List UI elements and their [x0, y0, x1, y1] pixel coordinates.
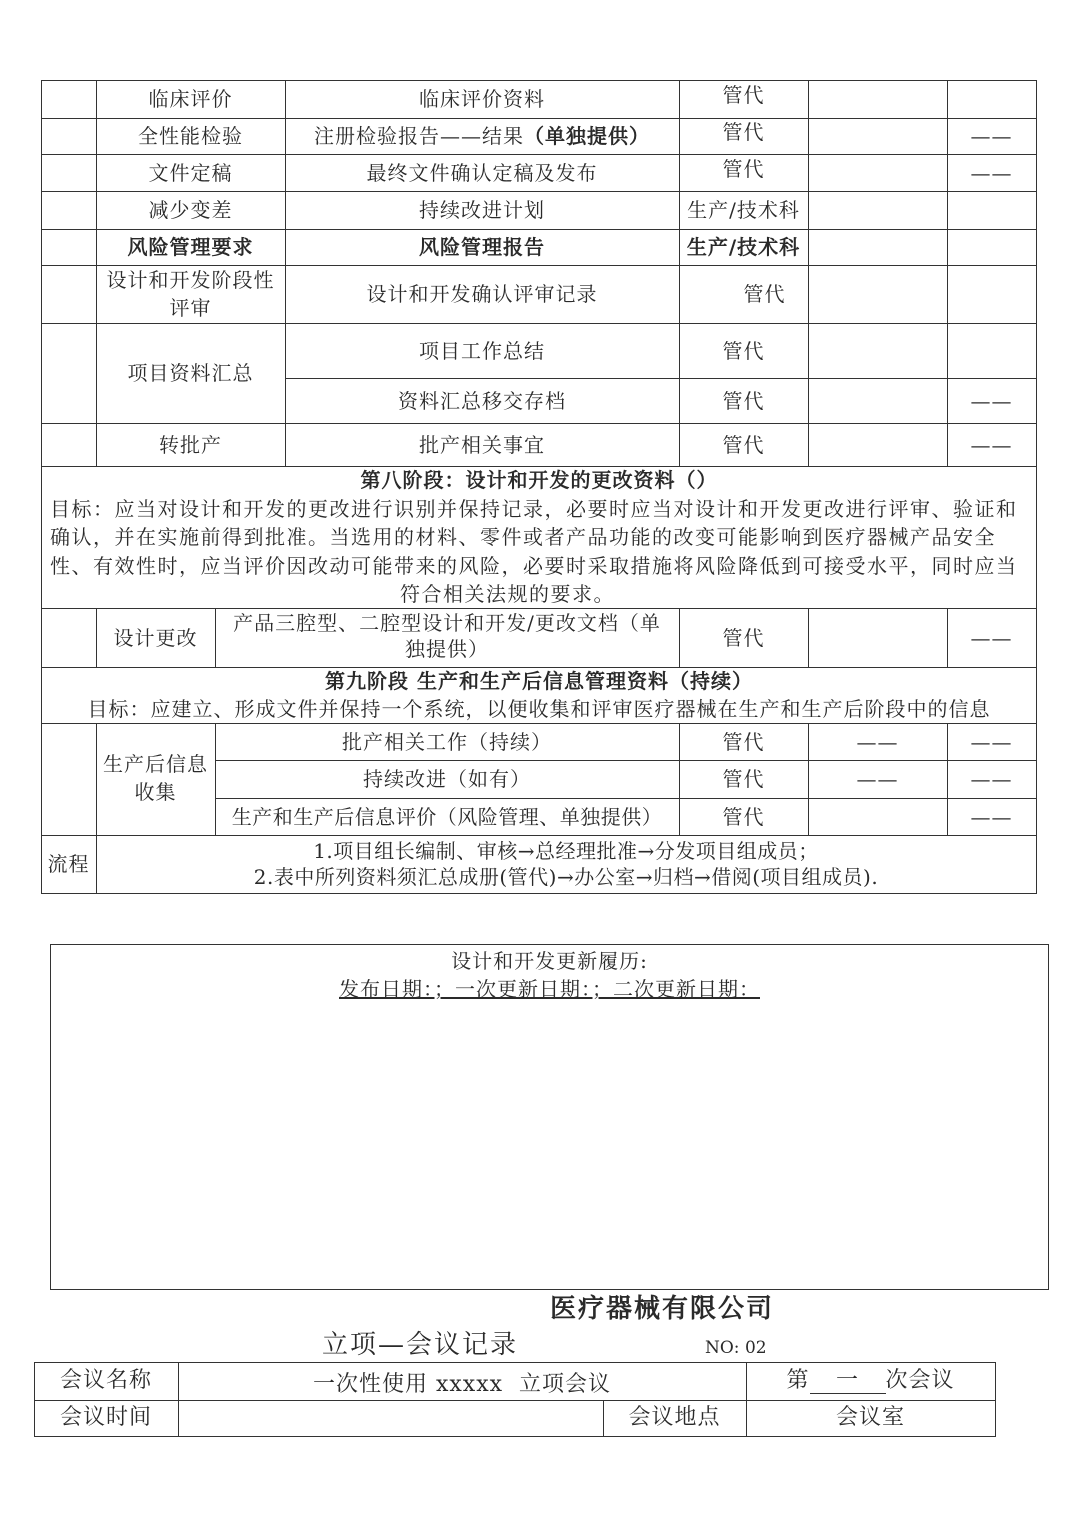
stage9-department: 管代 [722, 804, 765, 829]
history-dates [51, 975, 1048, 1003]
history-box [50, 944, 1049, 1290]
stage9-dash: —— [856, 729, 899, 754]
meeting-name-value: 一次性使用 xxxxx 立项会议 [312, 1372, 612, 1397]
stage9-document: 批产相关工作（持续） [342, 729, 552, 754]
stage9-dash: —— [856, 767, 899, 791]
meeting-count-prefix: 第 [786, 1368, 810, 1393]
row-document: 资料汇总移交存档 [398, 388, 566, 413]
process-line: 1.项目组长编制、审核→总经理批准→分发项目组成员； [313, 839, 819, 863]
row-department: 生产/技术科 [686, 235, 801, 259]
row-department: 管代 [743, 282, 786, 306]
stage8-title: 第八阶段：设计和开发的更改资料（） [360, 468, 718, 492]
stage8-document-line: 产品三腔型、二腔型设计和开发/更改文档（单 [233, 611, 661, 635]
row-dash: —— [970, 388, 1013, 413]
stage9-dash: —— [970, 767, 1013, 791]
row-department: 管代 [722, 156, 765, 181]
row-document: 设计和开发确认评审记录 [366, 282, 598, 306]
row-document: 项目工作总结 [419, 338, 545, 363]
stage8-goal-line: 确认，并在实施前得到批准。当选用的材料、零件或者产品功能的改变可能影响到医疗器械产品安全 [50, 525, 996, 549]
row-item: 风险管理要求 [127, 235, 254, 259]
stage9-item [96, 750, 215, 806]
row-document-text: 注册检验报告——结果 [314, 124, 524, 148]
row-item: 项目资料汇总 [127, 361, 254, 385]
row-item: 转批产 [159, 432, 222, 457]
process-line: 2.表中所列资料须汇总成册(管代)→办公室→归档→借阅(项目组成员). [253, 865, 879, 889]
meeting-place-label: 会议地点 [628, 1405, 721, 1430]
stage8-goal-line: 性、有效性时，应当评价因改动可能带来的风险，必要时采取措施将风险降低到可接受水平，同时应当 [50, 554, 1018, 578]
stage9-dash: —— [970, 729, 1013, 754]
stage9-item-line: 生产后信息 [103, 752, 208, 776]
stage8-goal-line: 目标：应当对设计和开发的更改进行识别并保持记录，必要时应当对设计和开发更改进行评审、验证和 [50, 497, 1018, 521]
process-text [96, 838, 1036, 890]
row-department: 管代 [722, 338, 765, 363]
row-item: 设计和开发阶段性评审 [106, 268, 275, 320]
stage8-dash: —— [970, 625, 1013, 650]
row-dash: —— [970, 124, 1013, 148]
meeting-place-value: 会议室 [835, 1405, 905, 1430]
stage8-goal-line: 符合相关法规的要求。 [400, 582, 615, 606]
stage8-document-line: 独提供） [405, 637, 489, 661]
row-document [285, 118, 679, 154]
stage9-dash: —— [970, 804, 1013, 829]
meeting-count [746, 1362, 995, 1400]
record-number: NO: 02 [705, 1338, 767, 1358]
row-item: 减少变差 [148, 198, 233, 222]
stage9-document: 生产和生产后信息评价（风险管理、单独提供） [231, 804, 663, 829]
meeting-count-suffix: 次会议 [885, 1368, 955, 1393]
row-department: 管代 [722, 83, 765, 107]
row-document: 持续改进计划 [419, 198, 545, 222]
row-department: 管代 [722, 388, 765, 413]
stage9-department: 管代 [722, 767, 765, 791]
stage8-department: 管代 [722, 625, 765, 650]
row-dash: —— [970, 432, 1013, 457]
meeting-time-value [178, 1400, 603, 1436]
stage9-goal: 目标：应建立、形成文件并保持一个系统，以便收集和评审医疗器械在生产和生产后阶段中的信息 [87, 697, 991, 721]
stage9-title: 第九阶段 生产和生产后信息管理资料（持续） [325, 669, 753, 693]
stage9-department: 管代 [722, 729, 765, 754]
company-name: 医疗器械有限公司 [550, 1294, 775, 1324]
record-title: 立项—会议记录 [322, 1330, 519, 1360]
row-document: 风险管理报告 [419, 235, 545, 259]
row-department: 管代 [722, 432, 765, 457]
row-department: 管代 [722, 120, 765, 144]
row-document: 最终文件确认定稿及发布 [366, 160, 598, 185]
row-document: 批产相关事宜 [419, 432, 545, 457]
meeting-name-label: 会议名称 [59, 1368, 152, 1393]
row-department: 生产/技术科 [687, 198, 800, 222]
history-dates-text: 发布日期：；一次更新日期：；二次更新日期： [339, 977, 760, 1001]
history-title: 设计和开发更新履历: [451, 949, 648, 973]
stage8-document [215, 610, 679, 662]
stage8-item: 设计更改 [113, 625, 198, 650]
row-item: 文件定稿 [148, 160, 233, 185]
stage9-item-line: 收集 [134, 780, 177, 804]
meeting-count-value: 一 [810, 1369, 886, 1394]
meeting-time-label: 会议时间 [59, 1405, 152, 1430]
row-item: 全性能检验 [138, 124, 243, 148]
process-label: 流程 [47, 852, 90, 876]
row-document-bold: （单独提供） [524, 124, 650, 148]
stage9-document: 持续改进（如有） [363, 767, 531, 791]
row-dash: —— [970, 160, 1013, 185]
row-document: 临床评价资料 [419, 87, 545, 111]
row-item: 临床评价 [148, 87, 233, 111]
